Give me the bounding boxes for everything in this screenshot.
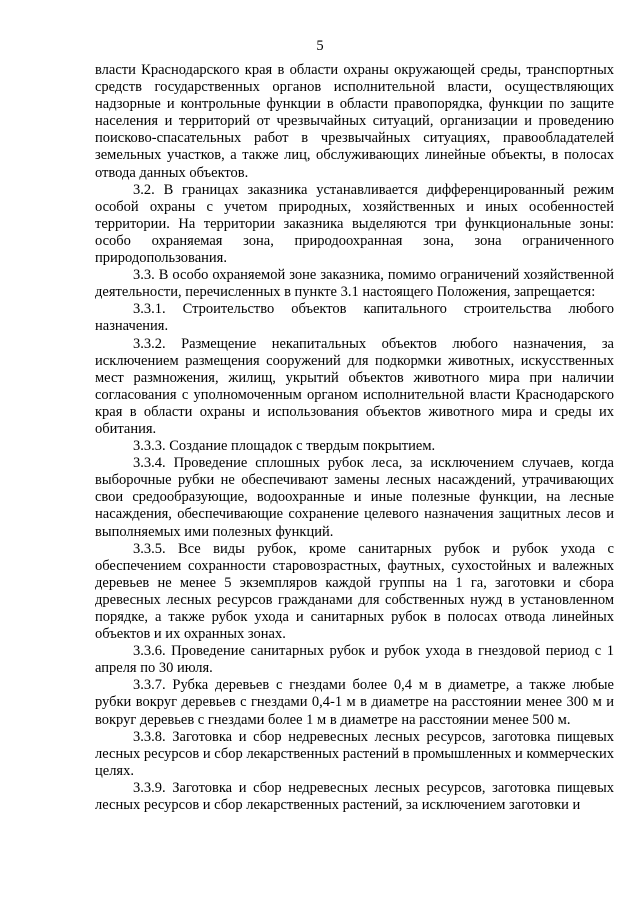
paragraph-3-3-3: 3.3.3. Создание площадок с твердым покрытием.: [133, 438, 436, 455]
paragraph-3-3-7: 3.3.7. Рубка деревьев с гнездами более 0,4 м в диаметре, а также любые рубки вокруг деревьев с гнездами 0,4-1 м в диаметре на расстоянии менее 300 м и вокруг деревьев с гнездами более 1 м в диаметре на расстоянии менее 500 м.: [95, 677, 614, 728]
page-number: 5: [316, 38, 324, 54]
paragraph-3-3-9: 3.3.9. Заготовка и сбор недревесных лесных ресурсов, заготовка пищевых лесных ресурсов и сбор лекарственных растений, за исключением заготовки и: [95, 779, 614, 814]
paragraph-continuation: власти Краснодарского края в области охраны окружающей среды, транспортных средств государственных органов исполнительной власти, осуществляющих надзорные и контрольные функции в области правопорядка, функции по защите населения и территорий от чрезвычайных ситуаций, организации и проведению поисково-спасательных работ в чрезвычайных ситуациях, правообладателей земельных участков, а также лиц, обслуживающих линейные объекты, в полосах отвода данных объектов.: [95, 62, 614, 181]
paragraph-3-3-1: 3.3.1. Строительство объектов капитального строительства любого назначения.: [95, 301, 614, 335]
paragraph-3-2: 3.2. В границах заказника устанавливается дифференцированный режим особой охраны с учетом природных, хозяйственных и иных особенностей территории. На территории заказника выделяются три функциональные зоны: особо охраняемая зона, природоохранная зона, зона ограниченного природопользования.: [95, 181, 614, 267]
document-body: [95, 62, 614, 814]
paragraph-3-3: 3.3. В особо охраняемой зоне заказника, помимо ограничений хозяйственной деятельности, перечисленных в пункте 3.1 настоящего Положения, запрещается:: [95, 267, 614, 301]
paragraph-3-3-8: 3.3.8. Заготовка и сбор недревесных лесных ресурсов, заготовка пищевых лесных ресурсов и сбор лекарственных растений в промышленных и коммерческих целях.: [95, 728, 614, 779]
paragraph-3-3-5: 3.3.5. Все виды рубок, кроме санитарных рубок и рубок ухода с обеспечением сохранности старовозрастных, фаутных, сухостойных и валежных деревьев не менее 5 экземпляров каждой группы на 1 га, заготовки и сбора древесных лесных ресурсов гражданами для собственных нужд в установленном порядке, а также рубок ухода и санитарных рубок в полосах отвода линейных объектов и их охранных зонах.: [95, 540, 614, 643]
paragraph-3-3-2: 3.3.2. Размещение некапитальных объектов любого назначения, за исключением размещения сооружений для подкормки животных, искусственных мест размножения, жилищ, укрытий объектов животного мира при наличии согласования с уполномоченным органом исполнительной власти Краснодарского края в области охраны и использования объектов животного мира и среды их обитания.: [95, 335, 614, 437]
paragraph-3-3-4: 3.3.4. Проведение сплошных рубок леса, за исключением случаев, когда выборочные рубки не обеспечивают замены лесных насаждений, утрачивающих свои средообразующие, водоохранные и иные полезные функции, на лесные насаждения, обеспечивающие сохранение целевого назначения защитных лесов и выполняемых ими полезных функций.: [95, 455, 614, 540]
paragraph-3-3-6: 3.3.6. Проведение санитарных рубок и рубок ухода в гнездовой период с 1 апреля по 30 июля.: [95, 643, 614, 677]
